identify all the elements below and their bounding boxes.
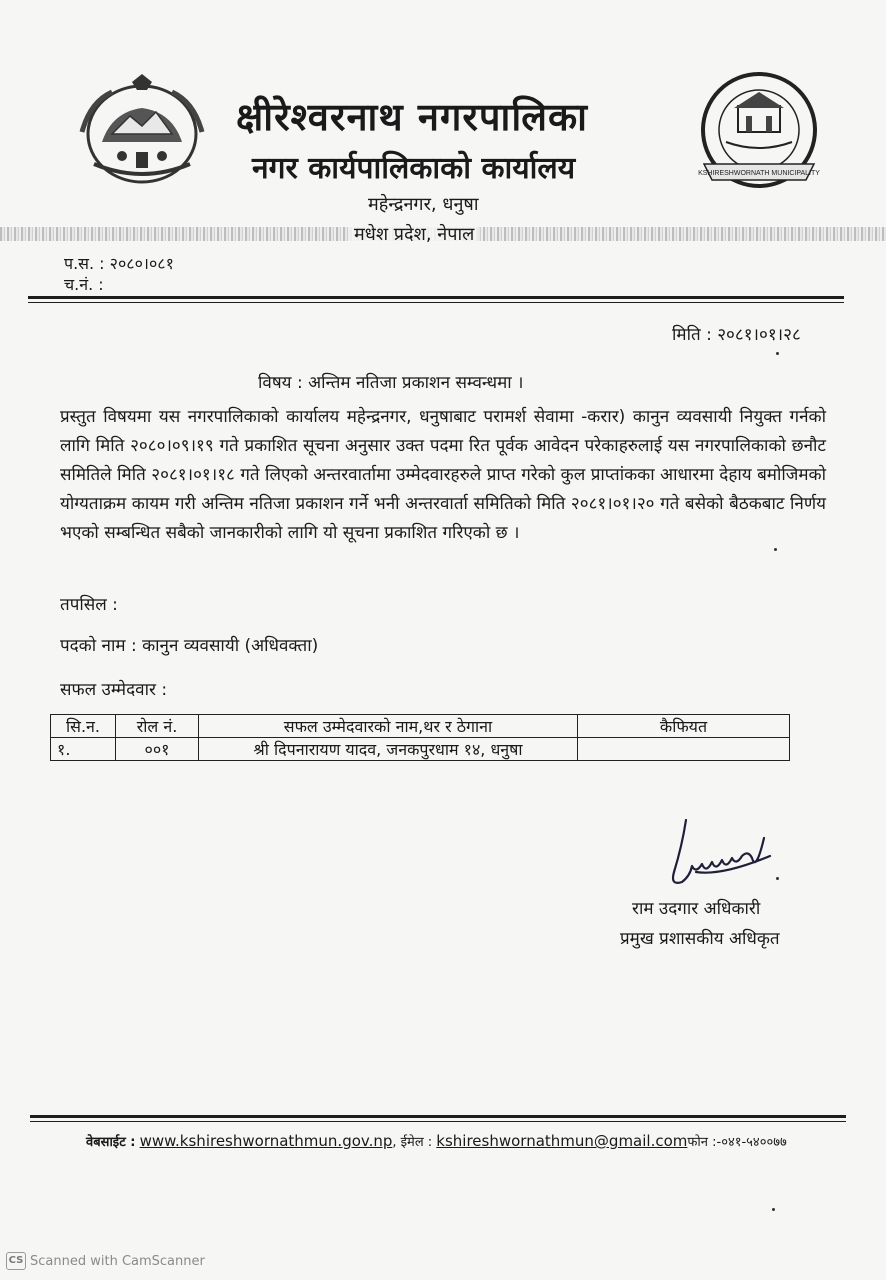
- ink-speck: [776, 877, 779, 880]
- cell-roll: ००१: [116, 738, 199, 761]
- cell-remarks: [578, 738, 790, 761]
- table-header-row: [51, 715, 790, 738]
- cell-serial: १.: [51, 738, 116, 761]
- post-name: पदको नाम : कानुन व्यवसायी (अधिवक्ता): [60, 636, 319, 656]
- phone-number: फोन :-०४१-५४००७७: [687, 1135, 787, 1150]
- successful-candidates-label: सफल उम्मेदवार :: [60, 680, 168, 700]
- email-link[interactable]: kshireshwornathmun@gmail.com: [436, 1132, 688, 1150]
- ink-speck: [776, 352, 779, 355]
- header-candidate: सफल उम्मेदवारको नाम,थर र ठेगाना: [199, 715, 578, 738]
- header-roll: रोल नं.: [116, 715, 199, 738]
- signatory-title: प्रमुख प्रशासकीय अधिकृत: [620, 929, 780, 949]
- website-label: वेबसाईट :: [86, 1135, 136, 1150]
- municipality-seal-icon: [696, 72, 822, 196]
- letter-subject: विषय : अन्तिम नतिजा प्रकाशन सम्वन्धमा ।: [258, 373, 524, 393]
- email-label: , ईमेल :: [392, 1135, 433, 1150]
- footer-divider-thin: [30, 1121, 846, 1122]
- header-serial: सि.न.: [51, 715, 116, 738]
- scanner-watermark: [6, 1252, 205, 1270]
- header-divider: [28, 296, 844, 299]
- footer-divider: [30, 1115, 846, 1118]
- table-row: [51, 738, 790, 761]
- address-line-2: मधेश प्रदेश, नेपाल: [350, 222, 478, 246]
- nepal-government-emblem-icon: [72, 72, 212, 192]
- patra-sankhya: प.स. : २०८०।०८१: [64, 254, 174, 273]
- signatory-name: राम उदगार अधिकारी: [632, 899, 761, 919]
- scanner-text: Scanned with CamScanner: [30, 1253, 205, 1269]
- letter-body: प्रस्तुत विषयमा यस नगरपालिकाको कार्यालय महेन्द्रनगर, धनुषाबाट परामर्श सेवामा -करार) कानुन व्यवसायी नियुक्त गर्नको लागि मिति २०८०।०९।१९ गते प्रकाशित सूचना अनुसार उक्त पदमा रित पूर्वक आवेदन परेकाहरुलाई यस नगरपालिकाको छनौट समितिले मिति २०८१।०१।१८ गते लिएको अन्तरवार्तामा उम्मेदवारहरुले प्राप्त गरेको कुल प्राप्तांकका आधारमा देहाय बमोजिमको योग्यताक्रम कायम गरी अन्तिम नतिजा प्रकाशन गर्ने भनी अन्तरवार्ता समितिको मिति २०८१।०१।२० गते बसेको बैठकबाट निर्णय भएको सम्बन्धित सबैको जानकारीको लागि यो सूचना प्रकाशित गरिएको छ ।: [60, 407, 826, 543]
- cell-candidate: श्री दिपनारायण यादव, जनकपुरधाम १४, धनुषा: [199, 738, 578, 761]
- handwritten-signature: [652, 816, 778, 894]
- website-link[interactable]: www.kshireshwornathmun.gov.np: [139, 1132, 393, 1150]
- header-remarks: कैफियत: [578, 715, 790, 738]
- address-line-1: महेन्द्रनगर, धनुषा: [368, 194, 479, 215]
- office-name: क्षीरेश्वरनाथ नगरपालिका: [236, 95, 588, 139]
- chalani-number: च.नं. :: [64, 275, 104, 294]
- footer-contact: [86, 1132, 846, 1150]
- office-subtitle: नगर कार्यपालिकाको कार्यालय: [252, 151, 576, 186]
- header-divider-thin: [28, 302, 844, 303]
- camscanner-logo-icon: CS: [6, 1252, 26, 1270]
- results-table: [50, 714, 790, 761]
- ink-speck: [774, 548, 777, 551]
- seal-text: KSHIRESHWORNATH MUNICIPALITY: [698, 170, 820, 177]
- ink-speck: [772, 1208, 775, 1211]
- letter-date: मिति : २०८१।०१।२८: [672, 325, 801, 345]
- details-label: तपसिल :: [60, 595, 118, 615]
